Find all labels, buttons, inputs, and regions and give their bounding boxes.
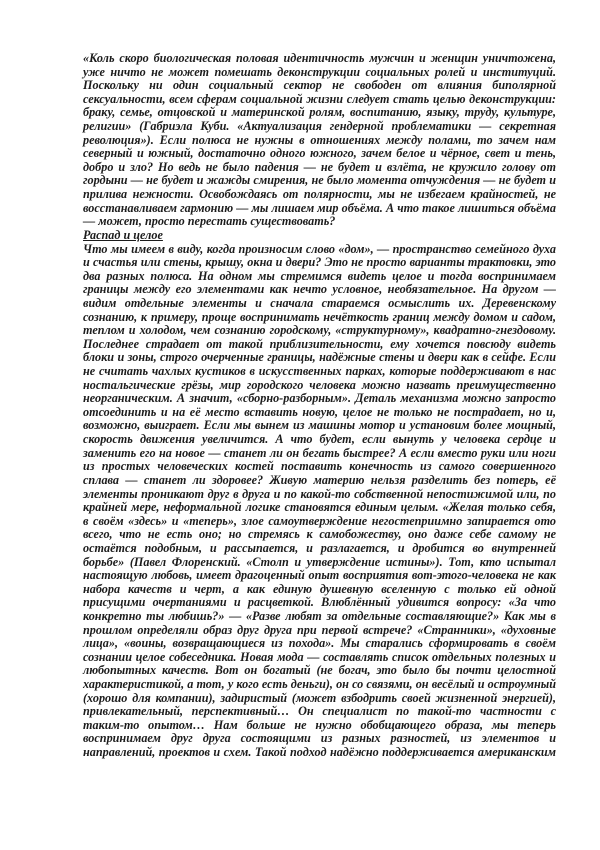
text-line: — может, просто перестать существовать? <box>83 214 336 229</box>
text-line: борьбе» (Павел Флоренский. «Столп и утверждение истины»). Тот, кто испытал <box>83 554 556 569</box>
text-line: теплом и холодом, чем сознанию городскому, «структурному», квадратно-гнездовому. <box>83 323 556 338</box>
text-line: сплава — станет ли здоровее? Живую материю нельзя разделить без потерь, её <box>83 472 556 487</box>
text-line: два разных полюса. На одном мы стремимся видеть целое и тогда воспринимаем <box>83 268 556 283</box>
text-line: скорость движения увеличится. А что будет, если вынуть у человека сердце и <box>83 432 556 447</box>
text-line: сексуальности, всем сферам социальной жизни следует стать целью деконструкции: <box>83 91 556 106</box>
text-line: конкретно ты любишь?» — «Разве любят за отдельные составляющие?» Как мы в <box>83 608 556 623</box>
text-line: революция»). Если полюса не нужны в отношениях между полами, то зачем нам <box>83 132 556 147</box>
text-line: лица», «воины, возвращающиеся из похода». Мы старались сформировать в своём <box>83 636 556 651</box>
text-line: «Коль скоро биологическая половая идентичность мужчин и женщин уничтожена, <box>83 51 556 65</box>
text-line: религии» (Габриэла Куби. «Актуализация гендерной проблематики — секретная <box>83 119 556 134</box>
text-line: блоки и зоны, строго очерченные границы, надёжные стены и двери как в сейфе. Если <box>83 350 556 365</box>
text-line: прилива нежности. Освобождаясь от полярности, мы не избегаем крайностей, не <box>83 187 556 202</box>
text-line: набора качеств и черт, а как единую душевную вселенную с только ей одной <box>83 581 556 596</box>
text-line: остаётся подобным, и рассыпается, и разлагается, и дробится во внутренней <box>83 540 556 555</box>
text-line: из простых человеческих костей поставить конечность из самого совершенного <box>83 459 556 474</box>
text-line: браку, семье, отцовской и материнской ролям, воспитанию, языку, труду, культуре, <box>83 105 556 120</box>
text-line: неорганическим. А значит, «сборно-разборным». Деталь механизма можно запросто <box>83 391 556 406</box>
text-line: ностальгические грёзы, мир городского человека можно назвать преимущественно <box>83 377 556 392</box>
text-line: крайней мере, неформальной логике становятся единым целым. «Желая только себя, <box>83 500 556 515</box>
text-line: отсоединить и на её место вставить новую, целое не только не пострадает, но и, <box>83 404 556 419</box>
text-line: любопытных качеств. Вот он богатый (не богач, это было бы почти целостной <box>83 663 556 678</box>
text-line: прошлом определяли образ друг друга при первой встрече? «Странники», «духовные <box>83 622 556 637</box>
text-line: характеристикой, а тот, у кого есть деньги), он со связями, он весёлый и остроумный <box>83 677 556 692</box>
text-line: всего, что не есть оно; но стремясь к самобожеству, оно даже себе самому не <box>83 527 556 542</box>
text-line: воспринимаем друг друга состоящими из разных разностей, из элементов и <box>83 731 556 746</box>
text-line: Что мы имеем в виду, когда произносим слово «дом», — пространство семейного духа <box>83 241 556 256</box>
text-line: и счастья или стены, крышу, окна и двери? Это не просто варианты трактовки, это <box>83 255 556 270</box>
paragraph-decay-and-whole <box>83 243 556 760</box>
text-line: заменить его на новое — станет ли он бегать быстрее? А если вместо руки или ноги <box>83 445 556 460</box>
text-line: не считать чахлых кустиков в искусственных парках, которые поддерживают в нас <box>83 364 556 379</box>
text-line: гордыни — не будет и жажды смирения, не было момента отчуждения — не будет и <box>83 173 556 188</box>
text-line: границы между его элементами как нечто условное, необязательное. На другом — <box>83 282 556 297</box>
text-line: видим отдельные элементы и сначала стараемся осмыслить их. Деревенскому <box>83 295 556 310</box>
text-line: присущими очертаниями и расцветкой. Влюблённый удивится вопросу: «За что <box>83 595 556 610</box>
text-line: уже ничто не может помешать деконструкции социальных ролей и институций. <box>83 64 556 79</box>
text-line: настоящую любовь, имеет драгоценный опыт восприятия вот-этого-человека не как <box>83 568 556 583</box>
section-heading: Распад и целое <box>83 227 163 242</box>
text-line: восстанавливаем гармонию — мы лишаем мир объёма. А что такое лишиться объёма <box>83 200 556 215</box>
text-line: добро и зло? Но ведь не было падения — не будет и взлёта, не кружило голову от <box>83 159 556 174</box>
document-page <box>83 52 556 760</box>
text-line: (хорошо для компании), задиристый (может взбодрить своей жизненной энергией), <box>83 690 556 705</box>
text-line: таким-то опытом… Нам больше не нужно обобщающего образа, мы теперь <box>83 717 556 732</box>
text-line: элементы проникают друг в друга и по какой-то собственной непостижимой или, по <box>83 486 556 501</box>
text-line: возможно, выиграет. Если мы вынем из машины мотор и установим более мощный, <box>83 418 556 433</box>
text-line: сознанию, к примеру, проще воспринимать нечёткость границ между домом и садом, <box>83 309 556 324</box>
text-line: направлений, проектов и схем. Такой подход надёжно поддерживается американским <box>83 745 556 760</box>
text-line: привлекательный, перспективный… Он специалист по такой-то частности с <box>83 704 556 719</box>
paragraph-quote-gender <box>83 52 556 229</box>
text-line: Поскольку ни один социальный сектор не свободен от влияния биполярной <box>83 78 556 93</box>
text-line: северный и южный, достаточно одного южного, зачем белое и чёрное, свет и тень, <box>83 146 556 161</box>
text-line: в своём «здесь» и «теперь», злое самоутверждение негостеприимно запирается ото <box>83 513 556 528</box>
text-line: Последнее страдает от такой приблизительности, ему хочется повсюду видеть <box>83 336 556 351</box>
text-line: сознании целое собеседника. Новая мода — составлять список отдельных полезных и <box>83 649 556 664</box>
